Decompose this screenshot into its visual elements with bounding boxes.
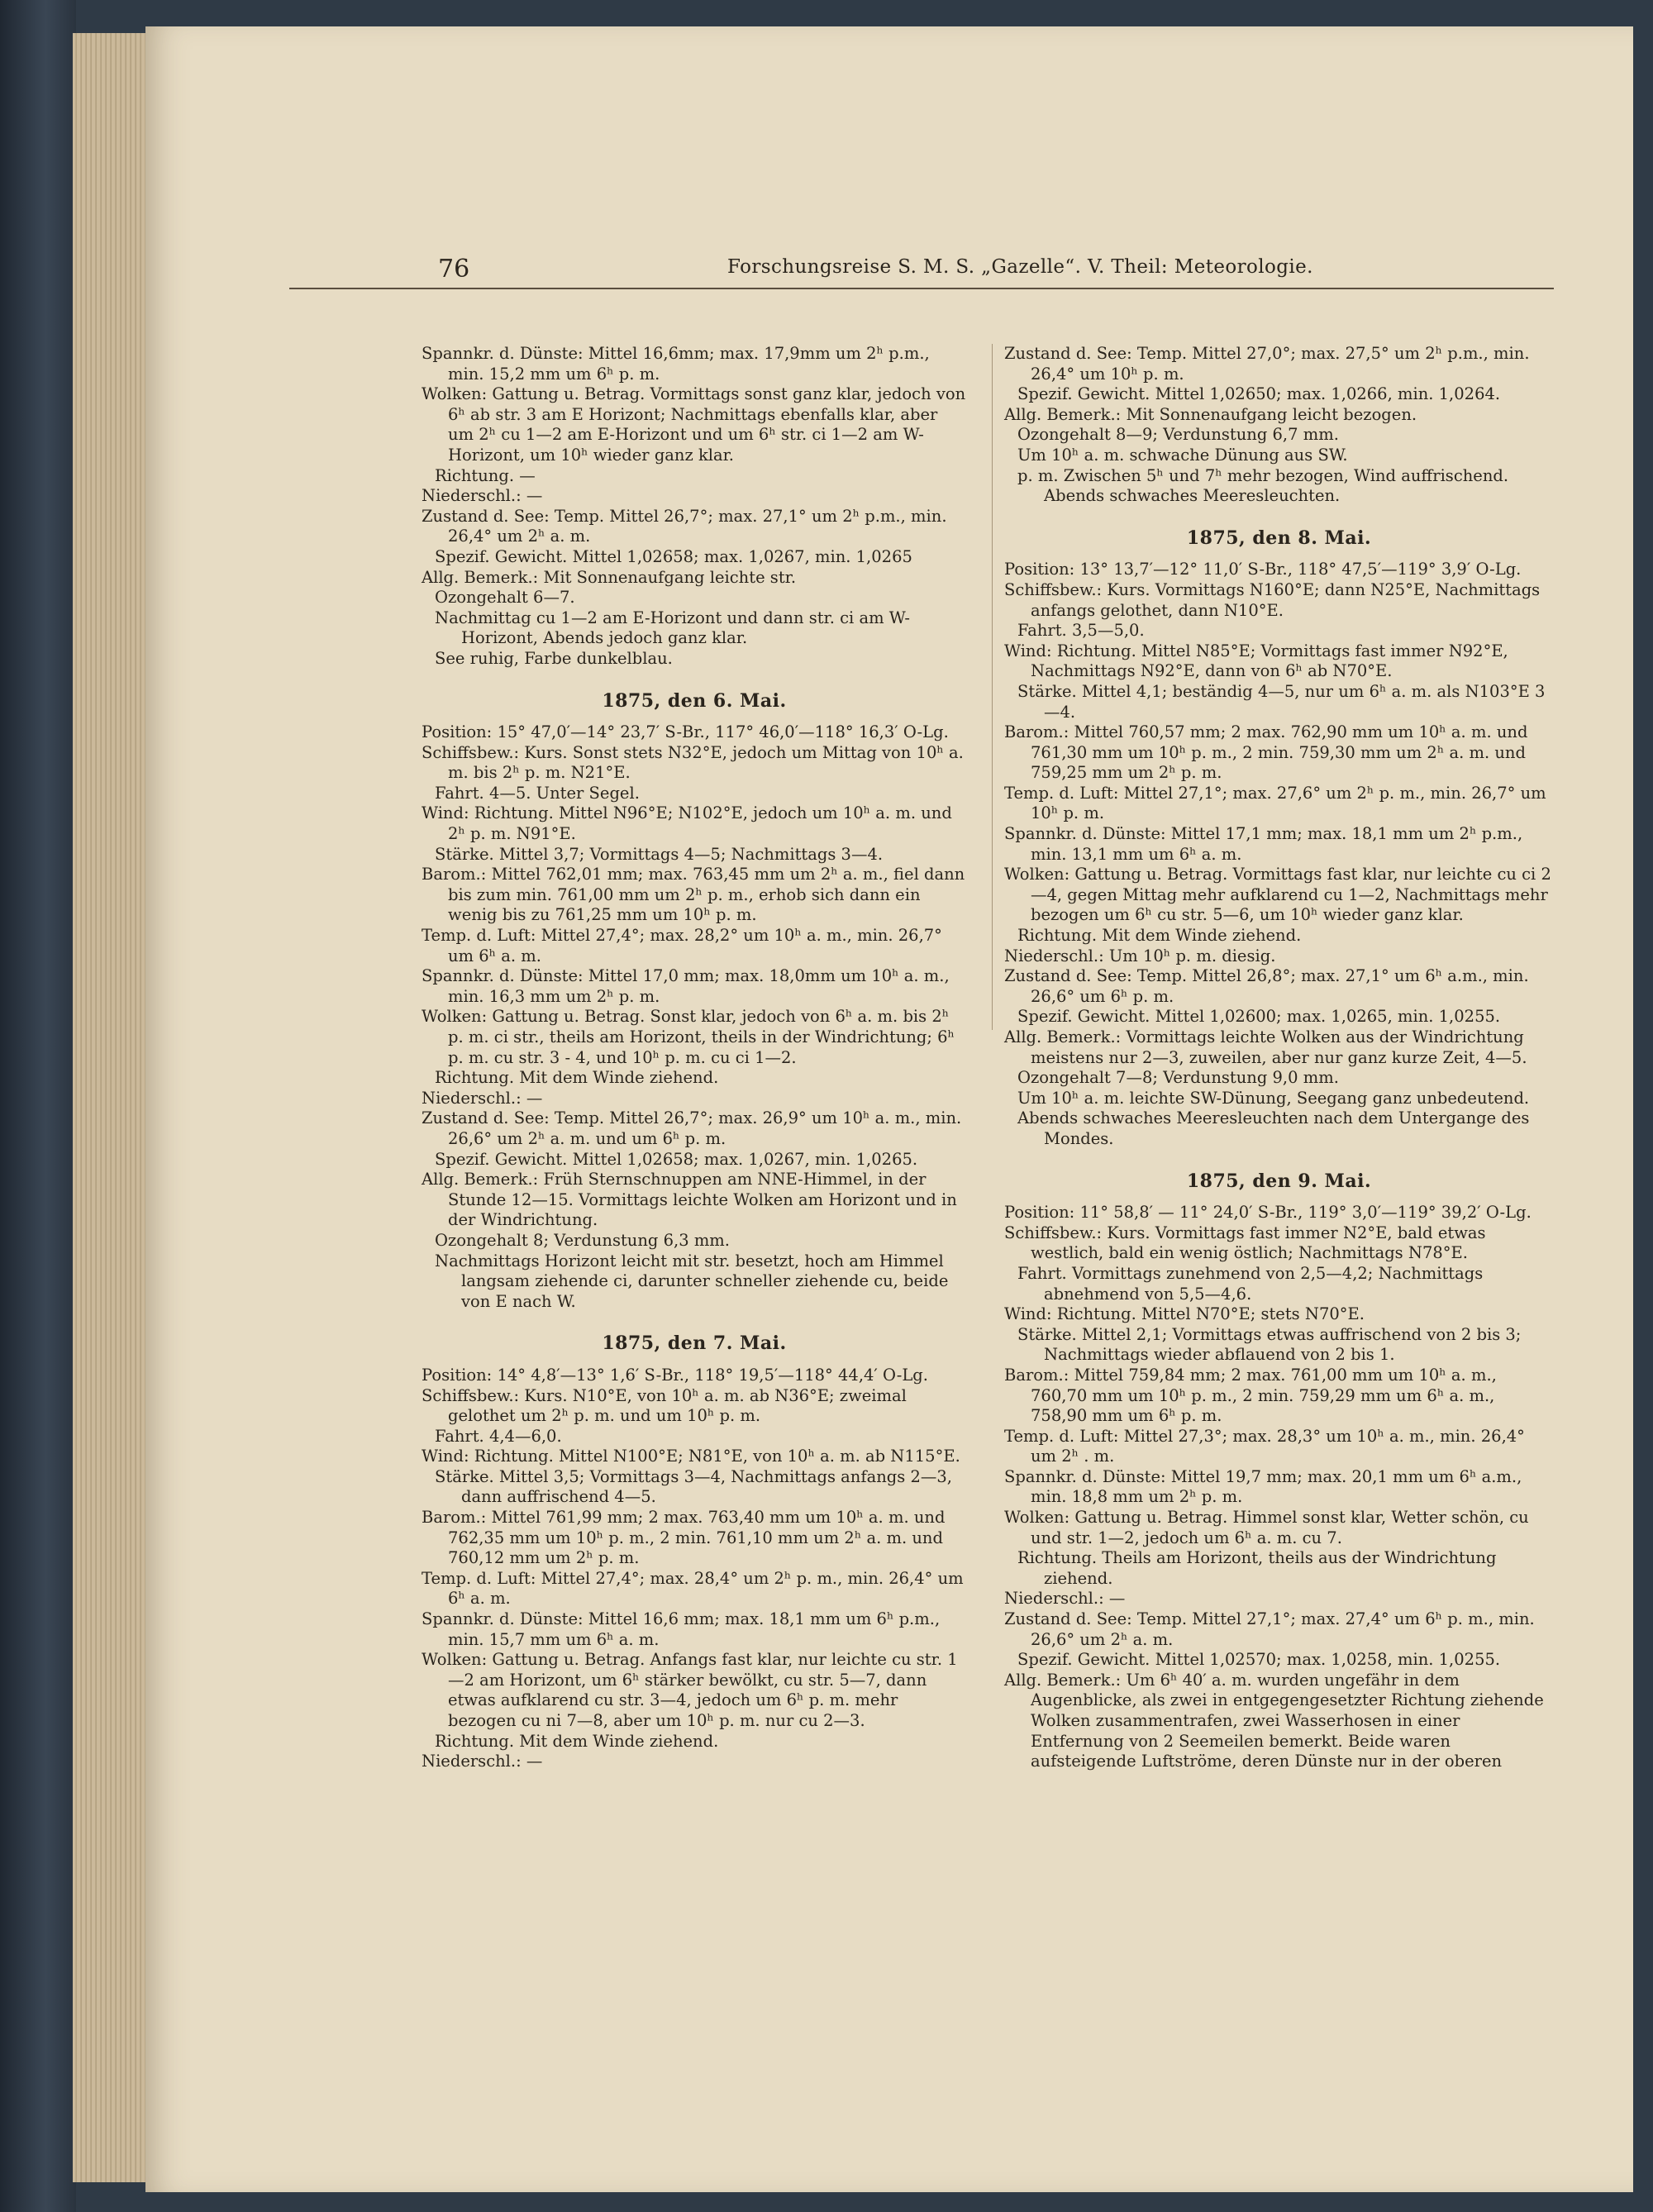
text-line: Ozongehalt 8; Verdunstung 6,3 mm. — [435, 1230, 730, 1250]
text-line: p. m. Zwischen 5ʰ und 7ʰ mehr bezogen, Wind auffrischend. Abends schwaches Meeresleuchten. — [1017, 465, 1509, 506]
text-line: Temp. d. Luft: Mittel 27,4°; max. 28,2° um 10ʰ a. m., min. 26,7° um 6ʰ a. m. — [422, 926, 942, 965]
text-line: Abends schwaches Meeresleuchten nach dem Untergange des Mondes. — [1017, 1108, 1530, 1148]
date-heading-7-mai: 1875, den 7. Mai. — [602, 1332, 787, 1355]
text-line: Barom.: Mittel 760,57 mm; 2 max. 762,90 mm um 10ʰ a. m. und 761,30 mm um 10ʰ p. m., 2 min. 759,30 mm um 2ʰ a. m. und 759,25 mm um 2ʰ p. m. — [1004, 722, 1528, 783]
text-line: Wolken: Gattung u. Betrag. Vormittags fast klar, nur leichte cu ci 2—4, gegen Mittag mehr aufklarend cu 1—2, Nachmittags mehr bezogen um 6ʰ cu str. 5—6, um 10ʰ wieder ganz klar. — [1004, 865, 1551, 925]
right-column — [1004, 344, 1554, 1772]
text-line: Nachmittag cu 1—2 am E-Horizont und dann str. ci am W-Horizont, Abends jedoch ganz klar. — [435, 608, 911, 648]
text-line: Nachmittags Horizont leicht mit str. besetzt, hoch am Himmel langsam ziehende ci, darunter schneller ziehende cu, beide von E nach W. — [435, 1251, 949, 1311]
text-line: Temp. d. Luft: Mittel 27,1°; max. 27,6° um 2ʰ p. m., min. 26,7° um 10ʰ p. m. — [1004, 783, 1546, 823]
text-line: Ozongehalt 6—7. — [435, 588, 575, 608]
text-line: Zustand d. See: Temp. Mittel 26,7°; max. 27,1° um 2ʰ p.m., min. 26,4° um 2ʰ a. m. — [422, 506, 947, 546]
text-line: Niederschl.: Um 10ʰ p. m. diesig. — [1004, 946, 1276, 965]
text-line: Position: 11° 58,8′ — 11° 24,0′ S-Br., 119° 3,0′—119° 39,2′ O-Lg. — [1004, 1203, 1532, 1223]
text-line: Allg. Bemerk.: Mit Sonnenaufgang leichte str. — [422, 567, 797, 587]
text-line: Richtung. Theils am Horizont, theils aus der Windrichtung ziehend. — [1017, 1548, 1497, 1588]
text-line: Schiffsbew.: Kurs. Vormittags N160°E; dann N25°E, Nachmittags anfangs gelothet, dann N10°E. — [1004, 579, 1541, 620]
running-title: Forschungsreise S. M. S. „Gazelle“. V. Theil: Meteorologie. — [727, 256, 1313, 278]
text-line: Niederschl.: — — [422, 1752, 543, 1771]
text-line: Spezif. Gewicht. Mittel 1,02658; max. 1,0267, min. 1,0265 — [435, 546, 912, 566]
book-binding — [0, 0, 76, 2212]
text-line: Wolken: Gattung u. Betrag. Himmel sonst klar, Wetter schön, cu und str. 1—2, jedoch um 6ʰ a. m. cu 7. — [1004, 1508, 1529, 1547]
text-line: Fahrt. 4,4—6,0. — [435, 1426, 562, 1446]
text-line: Allg. Bemerk.: Früh Sternschnuppen am NNE-Himmel, in der Stunde 12—15. Vormittags leichte Wolken am Horizont und in der Windrichtung. — [422, 1170, 957, 1230]
text-line: Niederschl.: — — [422, 1088, 543, 1108]
text-line: Spannkr. d. Dünste: Mittel 17,1 mm; max. 18,1 mm um 2ʰ p.m., min. 13,1 mm um 6ʰ a. m. — [1004, 824, 1523, 864]
left-column — [422, 344, 967, 1772]
text-line: Temp. d. Luft: Mittel 27,3°; max. 28,3° um 10ʰ a. m., min. 26,4° um 2ʰ . m. — [1004, 1426, 1525, 1466]
text-line: Wolken: Gattung u. Betrag. Sonst klar, jedoch von 6ʰ a. m. bis 2ʰ p. m. ci str., theils am Horizont, theils in der Windrichtung; 6ʰ p. m. cu str. 3 - 4, und 10ʰ p. m. cu ci 1—2. — [422, 1007, 955, 1067]
page-edges — [73, 33, 149, 2182]
column-divider — [992, 344, 993, 1030]
text-line: Allg. Bemerk.: Mit Sonnenaufgang leicht bezogen. — [1004, 404, 1417, 424]
text-line: Stärke. Mittel 4,1; beständig 4—5, nur um 6ʰ a. m. als N103°E 3—4. — [1017, 681, 1546, 722]
text-line: Schiffsbew.: Kurs. Vormittags fast immer N2°E, bald etwas westlich, bald ein wenig östlich; Nachmittags N78°E. — [1004, 1223, 1486, 1263]
text-line: Spannkr. d. Dünste: Mittel 16,6mm; max. 17,9mm um 2ʰ p.m., min. 15,2 mm um 6ʰ p. m. — [422, 344, 930, 384]
text-line: Um 10ʰ a. m. leichte SW-Dünung, Seegang ganz unbedeutend. — [1017, 1088, 1530, 1108]
text-line: Spezif. Gewicht. Mittel 1,02650; max. 1,0266, min. 1,0264. — [1017, 384, 1501, 404]
text-line: Um 10ʰ a. m. schwache Dünung aus SW. — [1017, 445, 1348, 465]
text-line: Spezif. Gewicht. Mittel 1,02600; max. 1,0265, min. 1,0255. — [1017, 1007, 1501, 1027]
text-line: Allg. Bemerk.: Vormittags leichte Wolken aus der Windrichtung meistens nur 2—3, zuweilen, aber nur ganz kurze Zeit, 4—5. — [1004, 1027, 1527, 1067]
text-line: Richtung. Mit dem Winde ziehend. — [435, 1068, 719, 1088]
text-line: Temp. d. Luft: Mittel 27,4°; max. 28,4° um 2ʰ p. m., min. 26,4° um 6ʰ a. m. — [422, 1568, 964, 1609]
text-line: Niederschl.: — — [1004, 1589, 1126, 1609]
text-line: Stärke. Mittel 3,7; Vormittags 4—5; Nachmittags 3—4. — [435, 844, 884, 864]
text-line: Richtung. Mit dem Winde ziehend. — [1017, 926, 1302, 946]
text-line: Schiffsbew.: Kurs. Sonst stets N32°E, jedoch um Mittag von 10ʰ a. m. bis 2ʰ p. m. N21°E. — [422, 742, 964, 783]
text-line: Barom.: Mittel 761,99 mm; 2 max. 763,40 mm um 10ʰ a. m. und 762,35 mm um 10ʰ p. m., 2 min. 761,10 mm um 2ʰ a. m. und 760,12 mm um 2ʰ p. m. — [422, 1508, 946, 1568]
text-line: Wind: Richtung. Mittel N100°E; N81°E, von 10ʰ a. m. ab N115°E. — [422, 1447, 960, 1466]
text-line: Zustand d. See: Temp. Mittel 26,7°; max. 26,9° um 10ʰ a. m., min. 26,6° um 2ʰ a. m. und um 6ʰ p. m. — [422, 1108, 962, 1148]
text-line: Wolken: Gattung u. Betrag. Anfangs fast klar, nur leichte cu str. 1—2 am Horizont, um 6ʰ stärker bewölkt, cu str. 5—7, dann etwas aufklarend cu str. 3—4, jedoch um 6ʰ p. m. mehr bezogen cu ni 7—8, aber um 10ʰ p. m. nur cu 2—3. — [422, 1650, 958, 1730]
date-heading-8-mai: 1875, den 8. Mai. — [1186, 527, 1372, 549]
text-line: Richtung. Mit dem Winde ziehend. — [435, 1731, 719, 1751]
text-line: Fahrt. Vormittags zunehmend von 2,5—4,2; Nachmittags abnehmend von 5,5—4,6. — [1017, 1263, 1484, 1304]
text-line: Stärke. Mittel 2,1; Vormittags etwas auffrischend von 2 bis 3; Nachmittags wieder abflauend von 2 bis 1. — [1017, 1324, 1522, 1365]
text-line: Spannkr. d. Dünste: Mittel 17,0 mm; max. 18,0mm um 10ʰ a. m., min. 16,3 mm um 2ʰ p. m. — [422, 966, 950, 1006]
text-line: Wind: Richtung. Mittel N85°E; Vormittags fast immer N92°E, Nachmittags N92°E, dann von 6ʰ ab N70°E. — [1004, 641, 1508, 681]
text-line: Zustand d. See: Temp. Mittel 27,0°; max. 27,5° um 2ʰ p.m., min. 26,4° um 10ʰ p. m. — [1004, 344, 1530, 384]
text-line: Fahrt. 4—5. Unter Segel. — [435, 783, 640, 803]
text-line: Wolken: Gattung u. Betrag. Vormittags sonst ganz klar, jedoch von 6ʰ ab str. 3 am E Horizont; Nachmittags ebenfalls klar, aber um 2ʰ cu 1—2 am E-Horizont und um 6ʰ str. ci 1—2 am W-Horizont, um 10ʰ wieder ganz klar. — [422, 384, 966, 465]
text-line: Spezif. Gewicht. Mittel 1,02570; max. 1,0258, min. 1,0255. — [1017, 1650, 1501, 1670]
text-line: Stärke. Mittel 3,5; Vormittags 3—4, Nachmittags anfangs 2—3, dann auffrischend 4—5. — [435, 1466, 952, 1507]
text-line: Zustand d. See: Temp. Mittel 26,8°; max. 27,1° um 6ʰ a.m., min. 26,6° um 6ʰ p. m. — [1004, 966, 1529, 1006]
date-heading-6-mai: 1875, den 6. Mai. — [602, 689, 787, 712]
text-line: Position: 14° 4,8′—13° 1,6′ S-Br., 118° 19,5′—118° 44,4′ O-Lg. — [422, 1365, 928, 1385]
text-line: Position: 13° 13,7′—12° 11,0′ S-Br., 118° 47,5′—119° 3,9′ O-Lg. — [1004, 560, 1522, 579]
text-line: Wind: Richtung. Mittel N96°E; N102°E, jedoch um 10ʰ a. m. und 2ʰ p. m. N91°E. — [422, 803, 952, 844]
page-number: 76 — [438, 255, 470, 284]
text-line: Zustand d. See: Temp. Mittel 27,1°; max. 27,4° um 6ʰ p. m., min. 26,6° um 2ʰ a. m. — [1004, 1609, 1535, 1649]
text-line: Ozongehalt 8—9; Verdunstung 6,7 mm. — [1017, 425, 1339, 445]
text-line: Fahrt. 3,5—5,0. — [1017, 621, 1145, 641]
text-line: Wind: Richtung. Mittel N70°E; stets N70°E. — [1004, 1304, 1365, 1324]
text-line: Richtung. — — [435, 465, 536, 485]
text-line: Barom.: Mittel 762,01 mm; max. 763,45 mm um 2ʰ a. m., fiel dann bis zum min. 761,00 mm um 2ʰ p. m., erhob sich dann ein wenig bis zu 761,25 mm um 10ʰ p. m. — [422, 865, 965, 925]
text-line: Position: 15° 47,0′—14° 23,7′ S-Br., 117° 46,0′—118° 16,3′ O-Lg. — [422, 722, 949, 742]
text-line: Schiffsbew.: Kurs. N10°E, von 10ʰ a. m. ab N36°E; zweimal gelothet um 2ʰ p. m. und um 10ʰ p. m. — [422, 1385, 907, 1426]
text-line: Ozongehalt 7—8; Verdunstung 9,0 mm. — [1017, 1068, 1339, 1088]
text-line: Niederschl.: — — [422, 486, 543, 506]
text-line: Spannkr. d. Dünste: Mittel 16,6 mm; max. 18,1 mm um 6ʰ p.m., min. 15,7 mm um 6ʰ a. m. — [422, 1609, 941, 1649]
text-line: See ruhig, Farbe dunkelblau. — [435, 648, 673, 668]
date-heading-9-mai: 1875, den 9. Mai. — [1186, 1170, 1372, 1192]
text-line: Spezif. Gewicht. Mittel 1,02658; max. 1,0267, min. 1,0265. — [435, 1149, 918, 1169]
text-line: Barom.: Mittel 759,84 mm; 2 max. 761,00 mm um 10ʰ a. m., 760,70 mm um 10ʰ p. m., 2 min. 759,29 mm um 6ʰ a. m., 758,90 mm um 6ʰ p. m. — [1004, 1365, 1497, 1426]
text-line: Spannkr. d. Dünste: Mittel 19,7 mm; max. 20,1 mm um 6ʰ a.m., min. 18,8 mm um 2ʰ p. m. — [1004, 1466, 1522, 1507]
text-line: Allg. Bemerk.: Um 6ʰ 40′ a. m. wurden ungefähr in dem Augenblicke, als zwei in entgegengesetzter Richtung ziehende Wolken zusammentrafen, zwei Wasserhosen in einer Entfernung von 2 Seemeilen bemerkt. Beide waren aufsteigende Luftströme, deren Dünste nur in der oberen — [1004, 1670, 1544, 1771]
